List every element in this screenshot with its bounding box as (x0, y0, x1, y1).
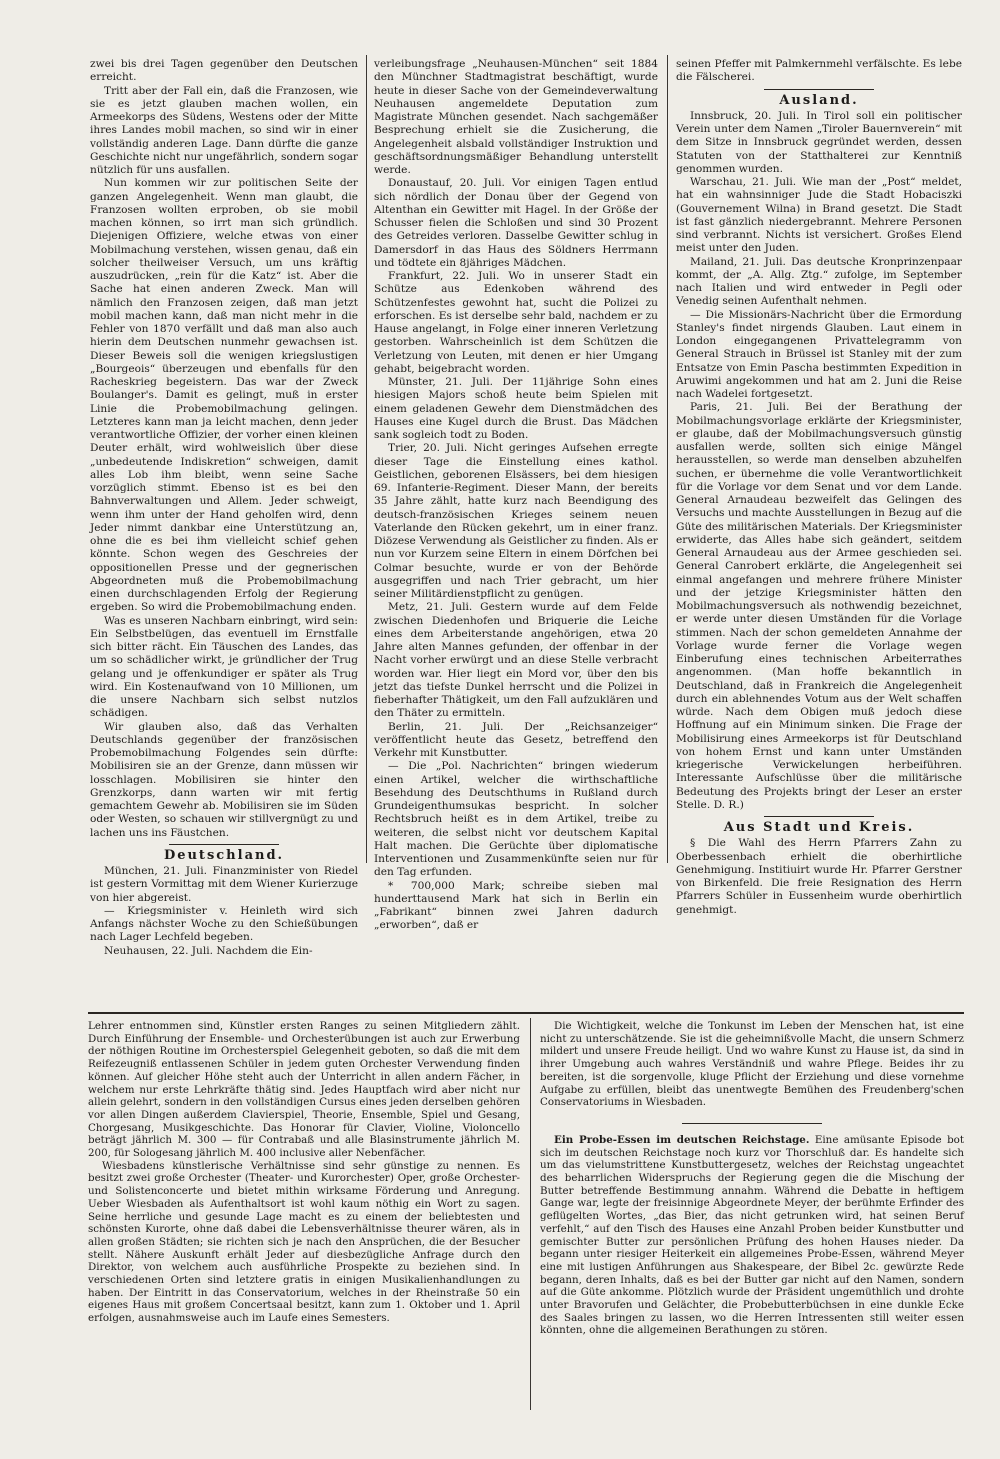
paragraph: Die Wichtigkeit, welche die Tonkunst im Leben der Menschen hat, ist eine nicht zu unterschätzende. Sie ist die geheimnißvolle Macht, die unsern Schmerz mildert und unsere Freude heiligt. Und wo wahre Kunst zu Hause ist, da sind in ihrer Umgebung auch wahres Verständniß und wahre Pflege. Beides ihr zu bereiten, ist die sorgenvolle, kluge Pflicht der Erziehung und diese vornehme Aufgabe zu erfüllen, bleibt das unentwegte Bemühen des Freudenberg'schen Conservatoriums in Wiesbaden. (540, 1020, 964, 1109)
paragraph: Trier, 20. Juli. Nicht geringes Aufsehen erregte dieser Tage die Einstellung eines kathol. Geistlichen, geborenen Elsässers, bei dem hiesigen 69. Infanterie-Regiment. Dieser Mann, der bereits 35 Jahre zählt, hatte kurz nach Beendigung des deutsch-französischen Krieges seinem neuen Vaterlande den Rücken gekehrt, um in einer franz. Diözese Verwendung als Geistlicher zu finden. Als er nun vor Kurzem seine Eltern in einem Dörfchen bei Colmar besuchte, wurde er von der Behörde ausgegriffen und nach Trier gebracht, um hier seiner Militärdienstpflicht zu genügen. (374, 442, 658, 600)
column-rule (366, 55, 367, 863)
bottom-column-right (540, 1020, 964, 1410)
col1-paragraphs (90, 58, 358, 840)
top-column-3 (676, 58, 962, 916)
paragraph: Berlin, 21. Juli. Der „Reichsanzeiger“ veröffentlicht heute das Gesetz, betreffend den Verkehr mit Kunstbutter. (374, 720, 658, 759)
top-column-1 (90, 58, 358, 957)
paragraph: Nun kommen wir zur politischen Seite der ganzen Angelegenheit. Wenn man glaubt, die Franzosen wollten erproben, ob sie mobil machen können, so irrt man sich gründlich. Diejenigen Offiziere, welche etwas von einer Mobilmachung verstehen, wissen genau, daß ein solcher theilweiser Versuch, um uns kräftig auszudrücken, „rein für die Katz“ ist. Aber die Sache hat einen anderen Zweck. Man will nämlich den Franzosen zeigen, daß man jetzt mobil machen kann, daß man nicht mehr in die Fehler von 1870 verfällt und daß man also auch hierin dem Deutschen nunmehr gewachsen ist. Dieser Beweis soll die wenigen kriegslustigen „Bourgeois“ überzeugen und ebenfalls für den Racheskrieg begeistern. Das war der Zweck Boulanger's. Damit es gelingt, muß in erster Linie die Probemobilmachung gelingen. Letzteres kann man ja leicht machen, denn jeder verantwortliche Offizier, der vorher einen kleinen Deuter erhält, wird wohlweislich über diese „unbedeutende Indiskretion“ schweigen, damit alles Lob ihm bleibt, wenn seine Sache vorzüglich stimmt. Ebenso ist es bei den Bahnverwaltungen und Allem. Jeder schweigt, wenn ihm unter der Hand geholfen wird, denn Jeder nimmt dankbar eine Unterstützung an, ohne die es bei ihm vielleicht schief gehen könnte. Schon wegen des Geschreies der oppositionellen Presse und der gegnerischen Abgeordneten muß die Probemobilmachung einen durchschlagenden Erfolg der Regierung ergeben. So wird die Probemobilmachung enden. (90, 177, 358, 614)
section-heading-ausland: Ausland. (779, 92, 859, 108)
paragraph: seinen Pfeffer mit Palmkernmehl verfälschte. Es lebe die Fälscherei. (676, 58, 962, 84)
paragraph: — Die Missionärs-Nachricht über die Ermordung Stanley's findet nirgends Glauben. Laut einem in London eingegangenen Privattelegramm von General Strauch in Brüssel ist Stanley mit der zum Entsatze von Emin Pascha bestimmten Expedition in Aruwimi angekommen und hat am 2. Juni die Reise nach Wadelei fortgesetzt. (676, 308, 962, 400)
paragraph: Donaustauf, 20. Juli. Vor einigen Tagen entlud sich nördlich der Donau über der Gegend von Altenthan ein Gewitter mit Hagel. In der Größe der Schusser fielen die Schloßen und sind 30 Prozent des Getreides verloren. Dasselbe Gewitter schlug in Damersdorf in das Haus des Söldners Herrmann und tödtete ein 8jähriges Mädchen. (374, 177, 658, 269)
bottom-column-left (88, 1020, 520, 1410)
paragraph: — Die „Pol. Nachrichten“ bringen wiederum einen Artikel, welcher die wirthschaftliche Besehdung des Deutschthums in Rußland durch Grundeigenthumsukas bespricht. In solcher Rechtsbruch heißt es in dem Artikel, treibe zu weiteren, die selbst nicht vor deutschem Kapital Halt machen. Die Gerüchte über diplomatische Interventionen und Zusammenkünfte seien nur für den Tag erfunden. (374, 760, 658, 879)
paragraph: Wir glauben also, daß das Verhalten Deutschlands gegenüber der französischen Probemobilmachung Folgendes sein dürfte: Mobilisiren sie an der Grenze, dann müssen wir losschlagen. Mobilisiren sie hinter den Grenzkorps, dann warten wir mit fertig gemachtem Gewehr ab. Mobilisiren sie im Süden oder Westen, so schauen wir stillvergnügt zu und lachen uns ins Fäustchen. (90, 720, 358, 839)
paragraph: — Kriegsminister v. Heinleth wird sich Anfangs nächster Woche zu den Schießübungen nach Lager Lechfeld begeben. (90, 904, 358, 944)
article-headline: Ein Probe-Essen im deutschen Reichstage. (554, 1133, 810, 1146)
paragraph: zwei bis drei Tagen gegenüber den Deutschen erreicht. (90, 58, 358, 84)
paragraph: verleibungsfrage „Neuhausen-München“ seit 1884 den Münchner Stadtmagistrat beschäftigt, wurde heute in dieser Sache von der Gemeindeverwaltung Neuhausen angemeldete Deputation zum Magistrate München gesendet. Nach sachgemäßer Besprechung erhielt sie die Zusicherung, die Angelegenheit alsbald vollständiger Instruktion und geschäftsordnungsmäßiger Behandlung unterstellt werde. (374, 58, 658, 176)
paragraph: Neuhausen, 22. Juli. Nachdem die Ein- (104, 944, 313, 957)
paragraph: Was es unseren Nachbarn einbringt, wird sein: Ein Selbstbelügen, das eventuell im Ernstfalle sich bitter rächt. Ein Täuschen des Landes, das um so schädlicher wirkt, je gründlicher der Trug gelang und je offenkundiger er später als Trug wird. Ein Kostenaufwand von 10 Millionen, um die unsere Nachbarn sich selbst nutzlos schädigen. (90, 614, 358, 720)
paragraph: Münster, 21. Juli. Der 11jährige Sohn eines hiesigen Majors schoß heute beim Spielen mit einem geladenen Gewehr dem Dienstmädchen des Hauses eine Kugel durch die Brust. Das Mädchen sank sogleich todt zu Boden. (374, 376, 658, 441)
paragraph: München, 21. Juli. Finanzminister von Riedel ist gestern Vormittag mit dem Wiener Kurierzuge von hier abgereist. (90, 865, 358, 904)
section-divider (682, 1123, 822, 1124)
section-divider (764, 89, 874, 90)
section-divider (169, 844, 279, 845)
paragraph: Warschau, 21. Juli. Wie man der „Post“ meldet, hat ein wahnsinniger Jude die Stadt Hobaciszki (Gouvernement Wilna) in Brand gesetzt. Die Stadt ist fast gänzlich niedergebrannt. Mehrere Personen sind verbrannt. Nichts ist versichert. Großes Elend meist unter den Juden. (676, 176, 962, 255)
paragraph: * 700,000 Mark; schreibe sieben mal hunderttausend Mark hat sich in Berlin ein „Fabrikant“ binnen zwei Jahren dadurch „erworben“, daß er (374, 879, 658, 932)
paragraph: Metz, 21. Juli. Gestern wurde auf dem Felde zwischen Diedenhofen und Briquerie die Leiche eines dem Arbeiterstande angehörigen, etwa 20 Jahre alten Mannes gefunden, der offenbar in der Nacht vorher erwürgt und an diese Stelle verbracht worden war. Hier liegt ein Mord vor, über den bis jetzt das tiefste Dunkel herrscht und die Polizei in fieberhafter Thätigkeit, um den Fall aufzuklären und den Thäter zu ermitteln. (374, 601, 658, 720)
section-heading-deutschland: Deutschland. (163, 847, 285, 863)
column-rule (530, 1018, 531, 1410)
paragraph: Paris, 21. Juli. Bei der Berathung der Mobilmachungsvorlage erklärte der Kriegsminister, er glaube, daß der Mobilmachungsversuch günstig ausfallen werde, sollten sich einige Mängel herausstellen, so werde man denselben abzuhelfen suchen, er übernehme die volle Verantwortlichkeit für die Vorlage vor dem Senat und vor dem Lande. General Arnaudeau bezweifelt das Gelingen des Versuchs und machte Ausstellungen in Bezug auf die Güte des militärischen Materials. Der Kriegsminister erwiderte, das Alles habe sich geändert, seitdem General Arnaudeau aus der Armee geschieden sei. General Canrobert erklärte, die Angelegenheit sei einmal angefangen und mehrere frühere Minister und der jetzige Kriegsminister hätten den Mobilmachungsversuch als nothwendig bezeichnet, er werde unter diesen Umständen für die Vorlage stimmen. Nach der schon gemeldeten Annahme der Vorlage wurde ferner die Vorlage wegen Einberufung eines technischen Arbeiterrathes angenommen. (Man hoffe bekanntlich in Deutschland, daß in Frankreich die Angelegenheit durch ein ablehnendes Votum aus der Welt schaffen würde. Nach dem Obigen muß jedoch diese Hoffnung auf ein Minimum sinken. Die Frage der Mobilisirung eines Armeekorps ist für Deutschland von hohem Ernst und kann unter Umständen kriegerische Verwickelungen herbeiführen. Interessante Aufschlüsse über die militärische Bedeutung des Projekts bringt der Leser an erster Stelle. D. R.) (676, 401, 962, 811)
section-heading-aus-stadt-und-kreis: Aus Stadt und Kreis. (723, 820, 915, 835)
section-divider (764, 816, 874, 817)
article-body: Eine amüsante Episode bot sich im deutschen Reichstage noch kurz vor Thorschluß dar. Es handelte sich um das vielumstrittene Kunstbuttergesetz, welches der Reichstag ungeachtet des beharrlichen Widerspruchs der Regierung gegen die die Mischung der Butter betreffende Bestimmung annahm. Während die Debatte in heftigem Gange war, legte der freisinnige Abgeordnete Meyer, der berühmte Erfinder des geflügelten Wortes, „das Bier, das nicht getrunken wird, hat seinen Beruf verfehlt,“ auf den Tisch des Hauses eine Anzahl Proben beider Kunstbutter und gemischter Butter zur persönlichen Prüfung des hohen Hauses nieder. Da begann unter riesiger Heiterkeit ein allgemeines Probe-Essen, während Meyer eine mit lustigen Anführungen aus Shakespeare, der Bibel 2c. gewürzte Rede begann, deren Inhalts, daß es bei der Butter gar nicht auf den Namen, sondern auf die Güte ankomme. Plötzlich wurde der Präsident ungemüthlich und drohte unter Bravorufen und Gelächter, die Probebutterbüchsen in eine dunkle Ecke des Saales bringen zu lassen, wo die Herren Intressenten still weiter essen könnten, ohne die allgemeinen Berathungen zu stören. (540, 1133, 964, 1337)
paragraph: Wiesbadens künstlerische Verhältnisse sind sehr günstige zu nennen. Es besitzt zwei große Orchester (Theater- und Kurorchester) Oper, große Orchester- und Solistenconcerte und bietet mithin wirksame Förderung und Anregung. Ueber Wiesbaden als Aufenthaltsort ist wohl kaum nöthig ein Wort zu sagen. Seine herrliche und gesunde Lage macht es zu einem der beliebtesten und schönsten Kurorte, ohne daß dabei die Lebensverhältnisse theurer wären, als in allen großen Städten; sie richten sich je nach den Ansprüchen, die der Besucher stellt. Nähere Auskunft erhält Jeder auf diesbezügliche Anfrage durch den Direktor, von welchem auch ausführliche Prospekte zu beziehen sind. In verschiedenen Orten sind letztere gratis in einigen Musikalienhandlungen zu haben. Der Eintritt in das Conservatorium, welches in der Rheinstraße 50 ein eigenes Haus mit großem Concertsaal besitzt, kann zum 1. Oktober und 1. April erfolgen, ausnahmsweise auch im Laufe eines Semesters. (88, 1159, 520, 1325)
paragraph: Mailand, 21. Juli. Das deutsche Kronprinzenpaar kommt, der „A. Allg. Ztg.“ zufolge, im September nach Italien und wird entweder in Pegli oder Venedig seinen Aufenthalt nehmen. (676, 255, 962, 308)
paragraph (540, 1134, 964, 1337)
paragraph: Innsbruck, 20. Juli. In Tirol soll ein politischer Verein unter dem Namen „Tiroler Bauernverein“ mit dem Sitze in Innsbruck gegründet werden, dessen Statuten von der Statthalterei zur Kenntniß genommen wurden. (676, 109, 962, 175)
paragraph: Tritt aber der Fall ein, daß die Franzosen, wie sie es jetzt glauben machen wollen, ein Armeekorps des Südens, Westens oder der Mitte ihres Landes mobil machen, so sind wir in einer vollständig anderen Lage. Dann dürfte die ganze Geschichte nicht nur ungefährlich, sondern sogar nützlich für uns ausfallen. (90, 84, 358, 176)
column-rule (667, 55, 668, 863)
paragraph: Frankfurt, 22. Juli. Wo in unserer Stadt ein Schütze aus Edenkoben während des Schützenfestes gewohnt hat, sucht die Polizei zu erforschen. Es ist derselbe sehr bald, nachdem er zu Hause angelangt, in Folge einer inneren Verletzung gestorben. Wahrscheinlich ist dem Schützen die Verletzung von Leuten, mit denen er hier Umgang gehabt, beigebracht worden. (374, 270, 658, 375)
paragraph: Lehrer entnommen sind, Künstler ersten Ranges zu seinen Mitgliedern zählt. Durch Einführung der Ensemble- und Orchesterübungen ist auch zur Erwerbung der nöthigen Routine im Orchesterspiel Gelegenheit geboten, so daß die mit dem Reifezeugniß entlassenen Schüler in jedem guten Orchester Verwendung finden können. Auf gleicher Höhe steht auch der Unterricht in allen andern Fächer, in welchem nur erste Lehrkräfte thätig sind. Jedes Hauptfach wird aber nicht nur allein gelehrt, sondern in den vollständigen Cursus eines jeden derselben gehören vor allen Dingen außerdem Clavierspiel, Theorie, Ensemble, Spiel und Gesang, Chorgesang, Musikgeschichte. Das Honorar für Clavier, Violine, Violoncello beträgt jährlich M. 300 — für Contrabaß und alle Blasinstrumente jährlich M. 200, für Sologesang jährlich M. 400 inclusive aller Nebenfächer. (88, 1020, 520, 1160)
paragraph: § Die Wahl des Herrn Pfarrers Zahn zu Oberbessenbach erhielt die oberhirtliche Genehmigung. Institiuirt wurde Hr. Pfarrer Gerstner von Birkenfeld. Die freie Resignation des Herrn Pfarrers Schüler in Eussenheim wurde oberhirtlich genehmigt. (676, 837, 962, 916)
section-separator (88, 1012, 964, 1014)
top-column-2 (374, 58, 658, 932)
